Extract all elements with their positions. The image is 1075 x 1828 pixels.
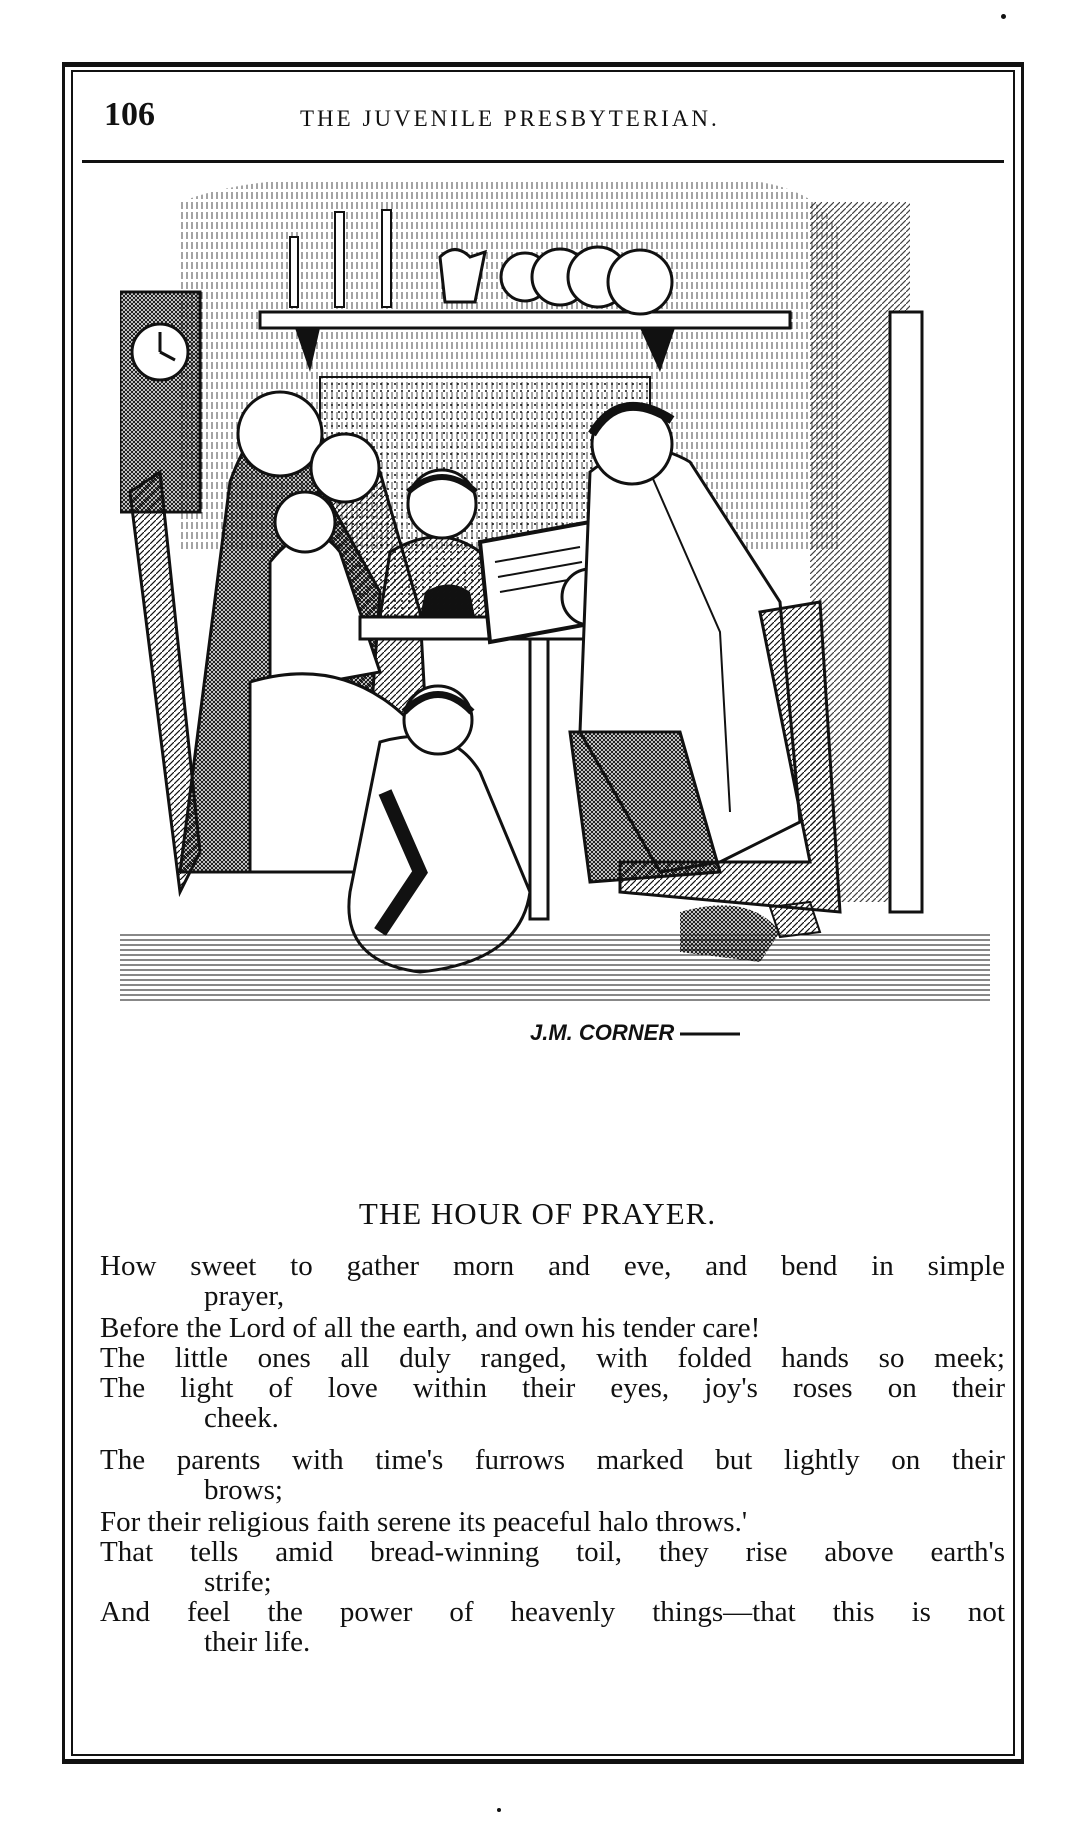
candle (335, 212, 344, 307)
floor (120, 932, 990, 1002)
poem-line: strife; (204, 1566, 272, 1598)
mantel-shelf (260, 312, 790, 328)
mother-head (311, 434, 379, 502)
running-title: THE JUVENILE PRESBYTERIAN. (300, 106, 720, 131)
stray-ink-mark (1001, 14, 1006, 19)
poem-line: brows; (204, 1474, 283, 1506)
header-rule (82, 160, 1004, 163)
poem-line: cheek. (204, 1402, 279, 1434)
candle (382, 210, 391, 307)
engraver-signature: J.M. CORNER (530, 1020, 675, 1045)
poem-line: The little ones all duly ranged, with folded hands so meek; (100, 1342, 1005, 1374)
stray-ink-mark (497, 1808, 501, 1812)
candle (290, 237, 298, 307)
boy-head (408, 470, 476, 538)
engraving-hour-of-prayer (120, 172, 990, 1200)
poem-line: How sweet to gather morn and eve, and bend in simple (100, 1250, 1005, 1282)
table-leg (530, 639, 548, 919)
infant-head (275, 492, 335, 552)
poem-line: The light of love within their eyes, joy's roses on their (100, 1372, 1005, 1404)
page-number: 106 (104, 96, 155, 133)
floor-rug (680, 905, 780, 962)
toy (770, 902, 820, 937)
poem-line: Before the Lord of all the earth, and own his tender care! (100, 1312, 761, 1344)
plate (608, 250, 672, 314)
poem-line: prayer, (204, 1280, 285, 1312)
poem-line: For their religious faith serene its peaceful halo throws.' (100, 1506, 748, 1538)
poem-line: That tells amid bread-winning toil, they rise above earth's (100, 1536, 1005, 1568)
poem-line: The parents with time's furrows marked but lightly on their (100, 1444, 1005, 1476)
door-frame (890, 312, 922, 912)
poem-line: their life. (204, 1626, 311, 1658)
illustration-caption: THE HOUR OF PRAYER. (358, 1196, 717, 1231)
grandmother-bonnet (238, 392, 322, 476)
poem-line: And feel the power of heavenly things—that this is not (100, 1596, 1005, 1628)
